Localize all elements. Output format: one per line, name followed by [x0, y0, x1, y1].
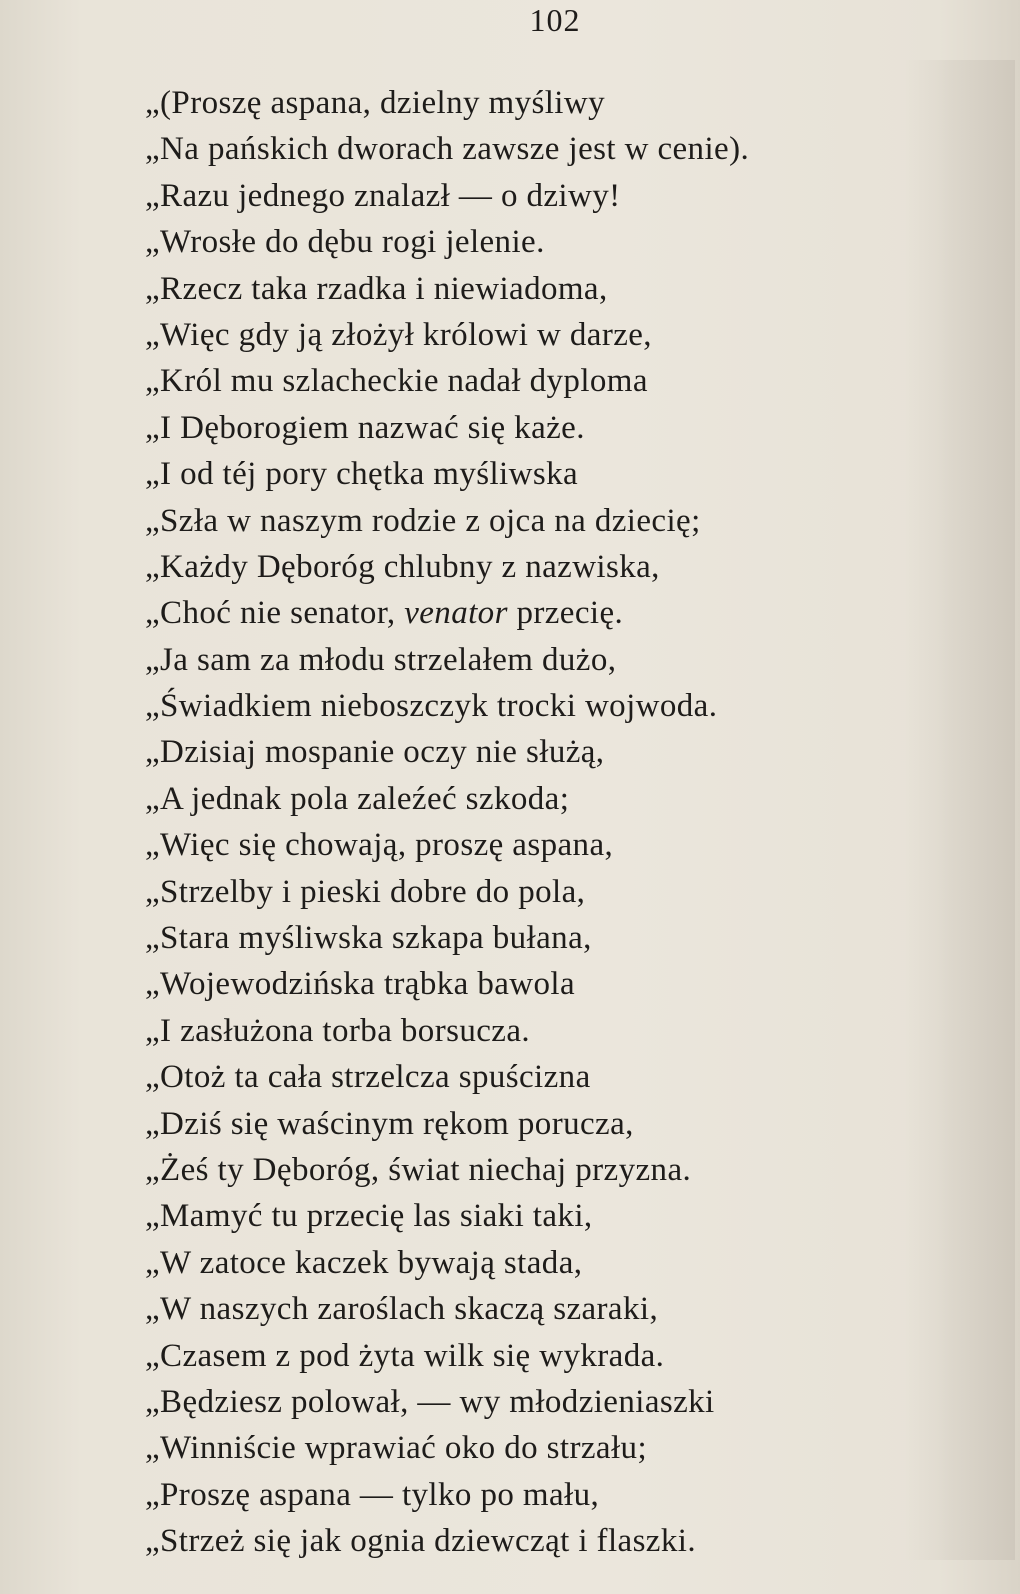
verse-line-with-italic [145, 590, 905, 636]
verse-line: „Każdy Dęboróg chlubny z nazwiska, [145, 548, 660, 585]
verse-line: „Król mu szlacheckie nadał dyploma [145, 363, 648, 400]
verse-line: „Więc się chowają, proszę aspana, [145, 827, 614, 864]
verse-line: „Na pańskich dworach zawsze jest w cenie). [145, 131, 750, 168]
verse-line: „Dziś się waścinym rękom porucza, [145, 1105, 634, 1142]
verse-line: „Szła w naszym rodzie z ojca na dziecię; [145, 502, 701, 539]
verse-line: „Proszę aspana — tylko po mału, [145, 1476, 600, 1513]
verse-line: „I zasłużona torba borsucza. [145, 1012, 531, 1049]
verse-line: „Ja sam za młodu strzelałem dużo, [145, 641, 617, 678]
verse-line: „Winniście wprawiać oko do strzału; [145, 1430, 648, 1467]
verse-line: „Wojewodzińska trąbka bawola [145, 966, 576, 1003]
verse-line: „Wrosłe do dębu rogi jelenie. [145, 224, 545, 261]
verse-line: „Więc gdy ją złożył królowi w darze, [145, 316, 652, 353]
verse-line: „W naszych zaroślach skaczą szaraki, [145, 1291, 659, 1328]
verse-line: „Dzisiaj mospanie oczy nie służą, [145, 734, 605, 771]
verse-line: „W zatoce kaczek bywają stada, [145, 1244, 583, 1281]
verse-line: „Czasem z pod żyta wilk się wykrada. [145, 1337, 665, 1374]
italic-word: venator [404, 595, 508, 632]
verse-line: „(Proszę aspana, dzielny myśliwy [145, 85, 606, 121]
verse-line: „I Dęborogiem nazwać się każe. [145, 409, 585, 446]
page-number: 102 [529, 2, 581, 38]
verse-line: „Strzelby i pieski dobre do pola, [145, 873, 586, 910]
verse-line-start: „Choć nie senator, [145, 595, 405, 632]
verse-line: „Stara myśliwska szkapa bułana, [145, 920, 592, 957]
verse-line: „Razu jednego znalazł — o dziwy! [145, 177, 621, 214]
verse-line: „Świadkiem nieboszczyk trocki wojwoda. [145, 688, 718, 725]
verse-line: „Będziesz polował, — wy młodzieniaszki [145, 1383, 715, 1420]
verse-line: „Otoż ta cała strzelcza spuścizna [145, 1059, 591, 1096]
poem-verse [145, 80, 905, 1565]
verse-line: „Żeś ty Dęboróg, świat niechaj przyzna. [145, 1151, 692, 1188]
verse-line: „Strzeż się jak ognia dziewcząt i flaszki. [145, 1523, 696, 1560]
verse-line: „I od téj pory chętka myśliwska [145, 456, 579, 493]
verse-line-end: przecię. [507, 595, 624, 632]
verse-line: „Mamyć tu przecię las siaki taki, [145, 1198, 593, 1235]
page-bleed-through [905, 60, 1015, 1560]
verse-line: „A jednak pola zaleźeć szkoda; [145, 780, 570, 817]
verse-line: „Rzecz taka rzadka i niewiadoma, [145, 270, 608, 307]
